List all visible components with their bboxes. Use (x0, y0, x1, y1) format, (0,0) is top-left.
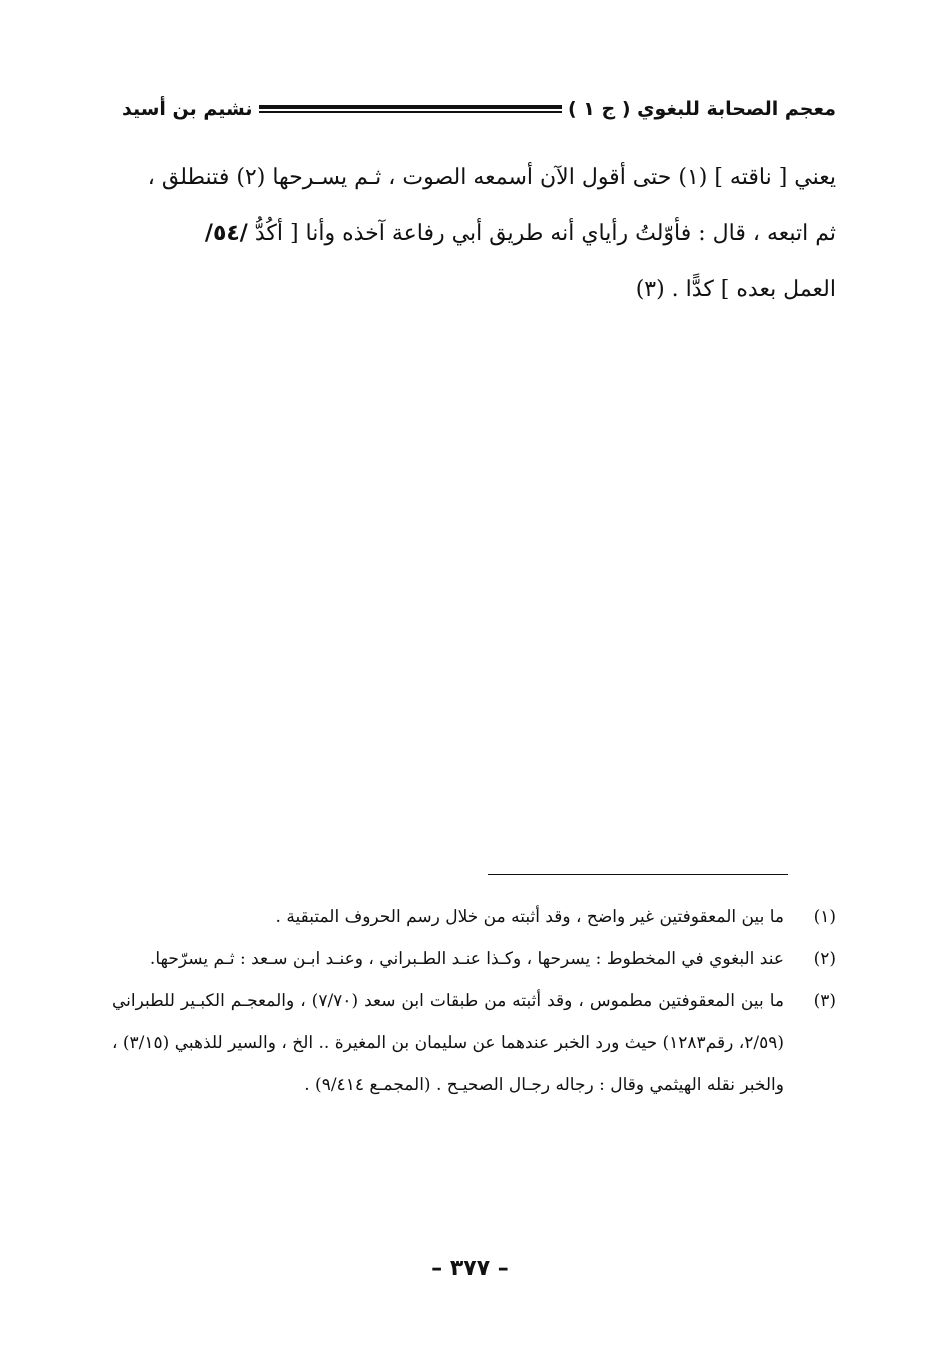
footnote-number: (٢) (813, 949, 836, 969)
footnote (112, 980, 836, 1106)
text-line-1: يعني [ ناقته ] (١) حتى أقول الآن أسمعه الصوت ، ثـم يسـرحها (٢) فتنطلق ، (147, 165, 836, 190)
main-text (110, 150, 836, 318)
manuscript-folio-marker: /٥٤/ (204, 221, 248, 246)
footnote-text: ما بين المعقوفتين مطموس ، وقد أثبته من طبقات ابن سعد (٧/٧٠) ، والمعجـم الكبـير للطبراني (٢/٥٩، رقم١٢٨٣) حيث ورد الخبر عندهما عن سليمان بن المغيرة .. الخ ، والسير للذهبي (٣/١٥) ، والخبر نقله الهيثمي وقال : رجاله رجـال الصحيـح . (المجمـع ٩/٤١٤) . (112, 991, 785, 1095)
header-rule (259, 105, 562, 113)
footnotes (112, 896, 836, 1106)
book-title: معجم الصحابة للبغوي ( ج ١ ) (567, 98, 836, 120)
footnote (112, 896, 836, 938)
footnote-text: ما بين المعقوفتين غير واضح ، وقد أثبته من خلال رسم الحروف المتبقية . (275, 907, 784, 927)
running-header (122, 92, 836, 126)
page-number: – ٣٧٧ – (431, 1256, 509, 1281)
footnote-number: (١) (813, 907, 836, 927)
footnote (112, 938, 836, 980)
footnote-text: عند البغوي في المخطوط : يسرحها ، وكـذا عنـد الطـبراني ، وعنـد ابـن سـعد : ثـم يسرّحها. (149, 949, 784, 969)
text-line-3: العمل بعده ] كدًّا . (٣) (635, 277, 836, 302)
text-line-2 (110, 206, 836, 262)
footnote-number: (٣) (813, 991, 836, 1011)
footnote-separator (488, 874, 788, 875)
entry-name: نشيم بن أسيد (122, 98, 253, 120)
text-line-2-content: ثم اتبعه ، قال : فأوّلتُ رأياي أنه طريق أبي رفاعة آخذه وأنا [ أكُدُّ (254, 221, 836, 246)
